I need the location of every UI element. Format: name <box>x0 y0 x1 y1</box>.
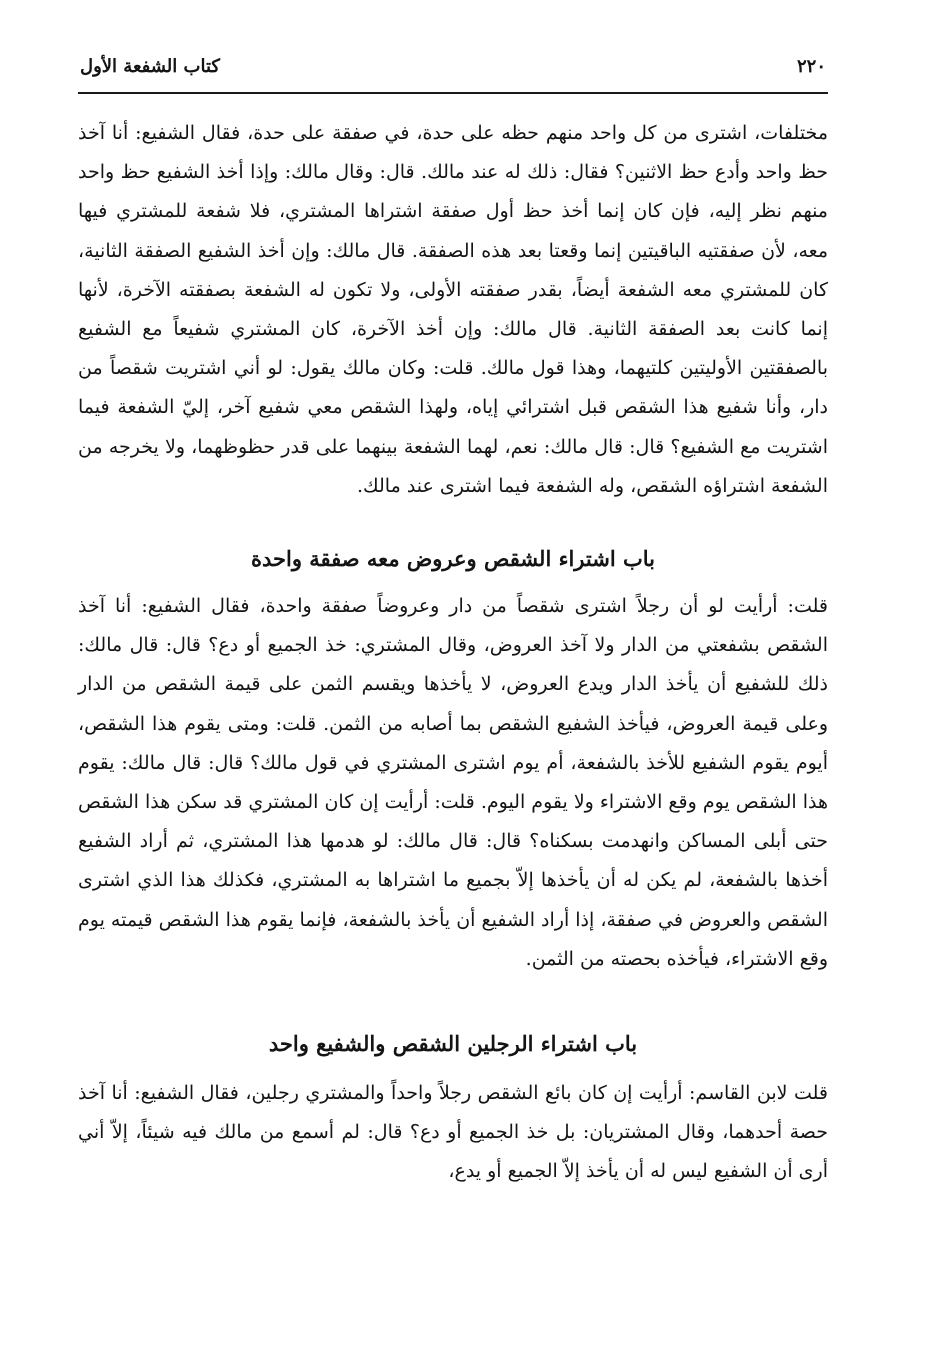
section-title-two-buyers: باب اشتراء الرجلين الشقص والشفيع واحد <box>268 1031 638 1057</box>
section-title-shiqs-and-goods: باب اشتراء الشقص وعروض معه صفقة واحدة <box>250 546 655 572</box>
running-header <box>78 56 828 86</box>
page-number: ٢٢٠ <box>796 56 826 77</box>
header-rule <box>78 92 828 94</box>
book-page <box>78 56 828 1192</box>
body-paragraph-1: مختلفات، اشترى من كل واحد منهم حظه على حدة، في صفقة على حدة، فقال الشفيع: أنا آخذ حظ واحد وأدع حظ الاثنين؟ فقال: ذلك له عند مالك. قال: وقال مالك: وإذا أخذ الشفيع حظ واحد منهم نظر إليه، فإن كان إنما أخذ حظ أول صفقة اشتراها المشتري، فلا شفعة للمشتري فيها معه، لأن صفقتيه الباقيتين إنما وقعتا بعد هذه الصفقة. قال مالك: وإن أخذ الشفيع الصفقة الثانية، كان للمشتري معه الشفعة أيضاً، بقدر صفقته الأولى، ولا تكون له الشفعة بصفقته الآخرة، لأنها إنما كانت بعد الصفقة الثانية. قال مالك: وإن أخذ الآخرة، كان المشتري شفيعاً مع الشفيع بالصفقتين الأوليتين كلتيهما، وهذا قول مالك. قلت: وكان مالك يقول: لو أني اشتريت شقصاً من دار، وأنا شفيع هذا الشقص قبل اشترائي إياه، ولهذا الشقص معي شفيع آخر، إليّ الشفعة فيما اشتريت مع الشفيع؟ قال: قال مالك: نعم، لهما الشفعة بينهما على قدر حظوظهما، ولا يخرجه من الشفعة اشتراؤه الشقص، وله الشفعة فيما اشترى عند مالك. <box>78 122 828 497</box>
body-paragraph-3: قلت لابن القاسم: أرأيت إن كان بائع الشقص رجلاً واحداً والمشتري رجلين، فقال الشفيع: أنا آخذ حصة أحدهما، وقال المشتريان: بل خذ الجميع أو دع؟ قال: لم أسمع من مالك فيه شيئاً، إلاّ أني أرى أن الشفيع ليس له أن يأخذ إلاّ الجميع أو يدع، <box>78 1082 828 1183</box>
body-paragraph-2: قلت: أرأيت لو أن رجلاً اشترى شقصاً من دار وعروضاً صفقة واحدة، فقال الشفيع: أنا آخذ الشقص بشفعتي من الدار ولا آخذ العروض، وقال المشتري: خذ الجميع أو دع؟ قال: قال مالك: ذلك للشفيع أن يأخذ الدار ويدع العروض، لا يأخذها ويقسم الثمن على قيمة الشقص من الدار وعلى قيمة العروض، فيأخذ الشفيع الشقص بما أصابه من الثمن. قلت: ومتى يقوم هذا الشقص، أيوم يقوم الشفيع للأخذ بالشفعة، أم يوم اشترى المشتري في قول مالك؟ قال: قال مالك: يقوم هذا الشقص يوم وقع الاشتراء ولا يقوم اليوم. قلت: أرأيت إن كان المشتري قد سكن هذا الشقص حتى أبلى المساكن وانهدمت بسكناه؟ قال: قال مالك: لو هدمها هذا المشتري، ثم أراد الشفيع أخذها بالشفعة، لم يكن له أن يأخذها إلاّ بجميع ما اشتراها به المشتري، فكذلك هذا الذي اشترى الشقص والعروض في صفقة، إذا أراد الشفيع أن يأخذ بالشفعة، فإنما يقوم هذا الشقص قيمته يوم وقع الاشتراء، فيأخذه بحصته من الثمن. <box>78 595 828 970</box>
running-title: كتاب الشفعة الأول <box>80 56 220 77</box>
